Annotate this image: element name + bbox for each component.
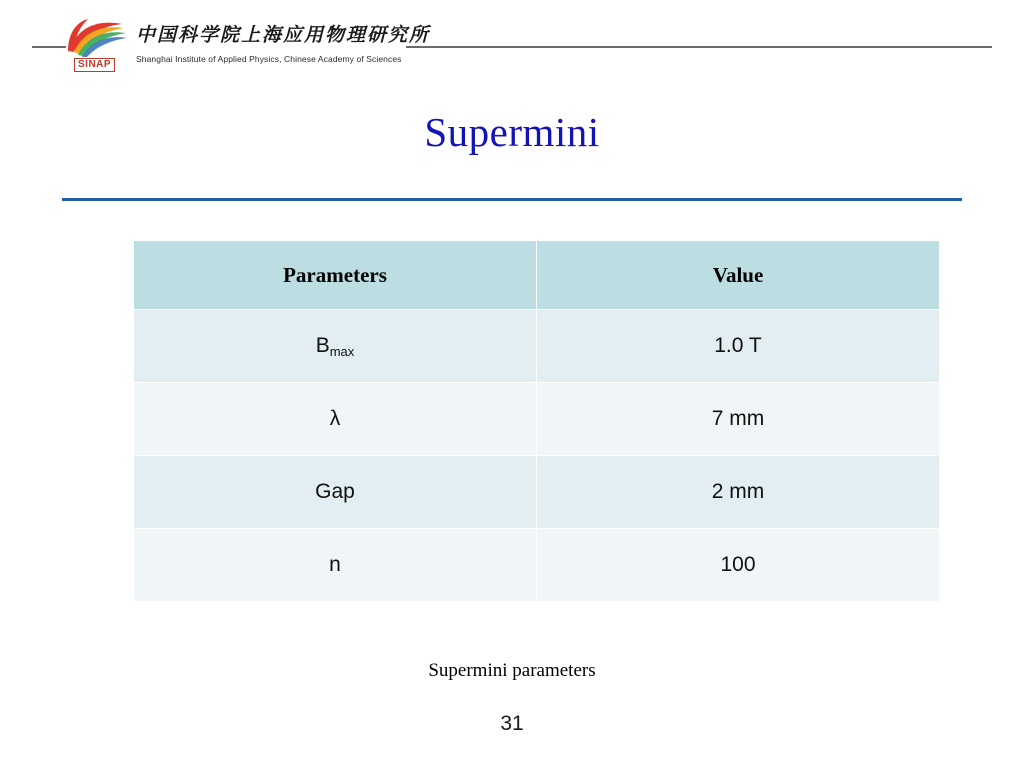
cell-value: 7 mm xyxy=(537,383,940,456)
table-row xyxy=(134,529,940,602)
logo-abbr: SINAP xyxy=(74,58,115,72)
page-number: 31 xyxy=(500,712,524,735)
table-row xyxy=(134,456,940,529)
parameters-table xyxy=(133,240,940,602)
table-caption: Supermini parameters xyxy=(428,660,596,681)
parameter-symbol: B xyxy=(315,334,330,357)
logo-text xyxy=(128,18,430,64)
column-header-value: Value xyxy=(537,241,940,310)
logo-chinese-name: 中国科学院上海应用物理研究所 xyxy=(136,25,431,46)
parameter-symbol: λ xyxy=(329,407,341,430)
table-row xyxy=(134,383,940,456)
cell-parameter xyxy=(134,383,537,456)
column-header-parameters: Parameters xyxy=(134,241,537,310)
table-row xyxy=(134,310,940,383)
sinap-swoosh-logo-icon xyxy=(66,18,128,74)
cell-value: 2 mm xyxy=(537,456,940,529)
parameter-subscript: max xyxy=(329,344,355,360)
title-divider xyxy=(62,198,962,201)
logo-english-name: Shanghai Institute of Applied Physics, Chinese Academy of Sciences xyxy=(136,54,402,64)
cell-parameter xyxy=(134,456,537,529)
table-header-row xyxy=(134,241,940,310)
page-title: Supermini xyxy=(424,109,600,155)
parameter-symbol: Gap xyxy=(315,480,355,503)
parameter-symbol: n xyxy=(329,553,341,576)
cell-parameter xyxy=(134,310,537,383)
institute-logo xyxy=(66,18,431,76)
slide-header xyxy=(0,0,1024,86)
cell-value: 100 xyxy=(537,529,940,602)
cell-parameter xyxy=(134,529,537,602)
cell-value: 1.0 T xyxy=(537,310,940,383)
